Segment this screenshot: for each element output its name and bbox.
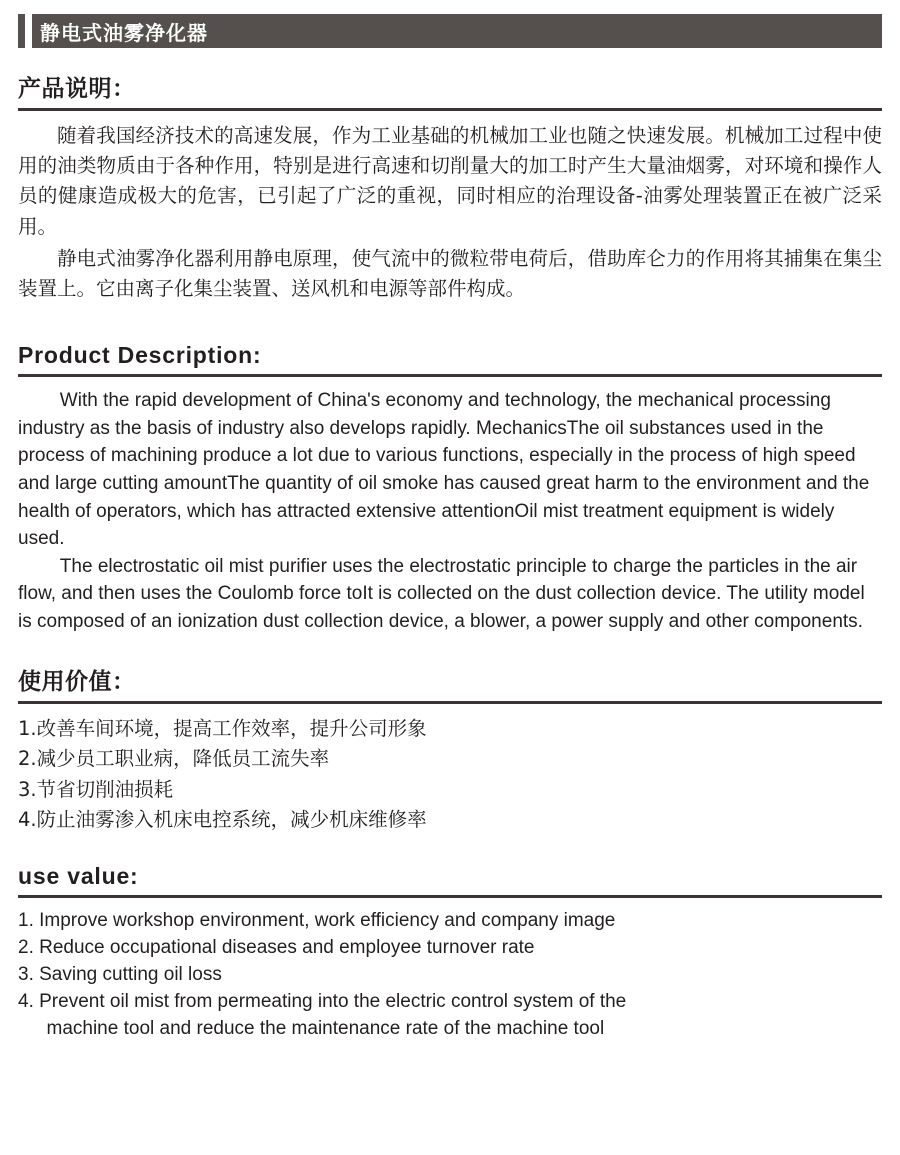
paragraph: The electrostatic oil mist purifier uses the electrostatic principle to charge the particles in the air flow, and then uses the Coulomb force toIt is collected on the dust collection device. The utility model is composed of an ionization dust collection device, a blower, a power supply and other components. (18, 555, 865, 632)
list-item: 2.减少员工职业病，降低员工流失率 (18, 747, 330, 771)
page-title: 静电式油雾净化器 (40, 20, 208, 45)
list-item-line: 4. Prevent oil mist from permeating into the electric control system of the (18, 991, 627, 1013)
list-item (18, 935, 882, 962)
title-accent-mark (24, 14, 32, 48)
list-item-line: 2. Reduce occupational diseases and employee turnover rate (18, 937, 535, 959)
list-item-line: 3. Saving cutting oil loss (18, 964, 222, 986)
list-item (18, 989, 882, 1043)
divider (18, 895, 882, 898)
list-item-line: 1. Improve workshop environment, work efficiency and company image (18, 910, 616, 932)
document-page (0, 14, 900, 1155)
list-item: 3.节省切削油损耗 (18, 777, 174, 801)
divider (18, 108, 882, 111)
section-heading-product-description-en: Product Description: (18, 342, 262, 369)
list-item (18, 908, 882, 935)
divider (18, 374, 882, 377)
paragraph: 静电式油雾净化器利用静电原理，使气流中的微粒带电荷后，借助库仑力的作用将其捕集在集尘装置上。它由离子化集尘装置、送风机和电源等部件构成。 (18, 246, 882, 301)
paragraph: 随着我国经济技术的高速发展，作为工业基础的机械加工业也随之快速发展。机械加工过程中使用的油类物质由于各种作用，特别是进行高速和切削量大的加工时产生大量油烟雾，对环境和操作人员的健康造成极大的危害，已引起了广泛的重视，同时相应的治理设备-油雾处理装置正在被广泛采用。 (18, 124, 882, 238)
list-item: 4.防止油雾渗入机床电控系统，减少机床维修率 (18, 807, 427, 831)
list-item-line-continued: machine tool and reduce the maintenance rate of the machine tool (46, 1017, 605, 1039)
list-item: 1.改善车间环境，提高工作效率，提升公司形象 (18, 717, 427, 741)
divider (18, 701, 882, 704)
section-heading-product-description-cn: 产品说明： (18, 76, 136, 102)
list-item (18, 962, 882, 989)
section-heading-use-value-en: use value: (18, 863, 139, 890)
header-title-bar (18, 14, 882, 48)
paragraph: With the rapid development of China's economy and technology, the mechanical processing industry as the basis of industry also develops rapidly. MechanicsThe oil substances used in the process of machining produce a lot due to various functions, especially in the process of high speed and large cutting amountThe quantity of oil smoke has caused great harm to the environment and the health of operators, which has attracted extensive attentionOil mist treatment equipment is widely used. (18, 390, 870, 550)
section-heading-use-value-cn: 使用价值： (18, 669, 136, 696)
